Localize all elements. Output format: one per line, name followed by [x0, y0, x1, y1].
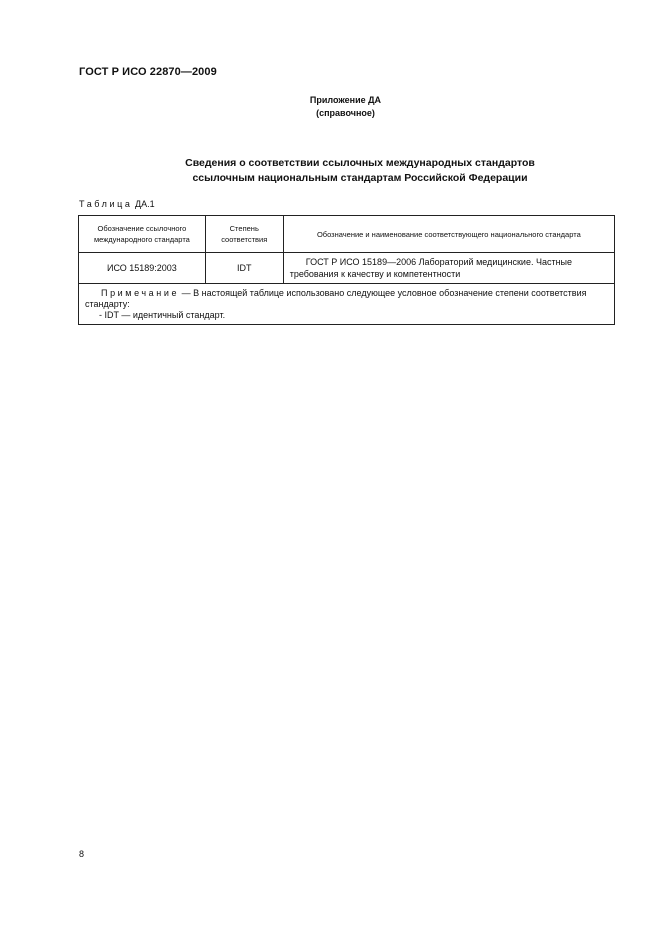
column-header-line: международного стандарта — [93, 235, 190, 244]
document-code: ГОСТ Р ИСО 22870—2009 — [79, 66, 217, 78]
column-header-intl-standard — [79, 216, 206, 253]
cell-national-standard: ГОСТ Р ИСО 15189—2006 Лабораторий медицинские. Частные требования к качеству и компетентности — [283, 253, 614, 284]
note-text — [85, 288, 608, 310]
table-row — [79, 253, 615, 284]
note-body: — В настоящей таблице использовано следующее условное обозначение степени соответствия стандарту: — [85, 288, 587, 309]
table-note-row — [79, 284, 615, 325]
table-caption-number: ДА.1 — [135, 199, 155, 209]
note-label: Примечание — [101, 288, 180, 298]
standards-correspondence-table — [78, 215, 615, 325]
cell-degree: IDT — [205, 253, 283, 284]
table-caption-label: Таблица — [79, 199, 133, 209]
column-header-line: Обозначение и наименование соответствующего национального стандарта — [316, 229, 581, 239]
column-header-national-standard — [283, 216, 614, 253]
column-header-line: Степень — [229, 224, 259, 233]
section-heading-line-2: ссылочным национальным стандартам Российской Федерации — [192, 172, 528, 184]
section-heading-line-1: Сведения о соответствии ссылочных международных стандартов — [185, 157, 535, 169]
note-list-item: - IDT — идентичный стандарт. — [99, 310, 226, 320]
table-caption — [79, 199, 155, 209]
table-header-row — [79, 216, 615, 253]
appendix-title: Приложение ДА — [309, 95, 382, 105]
column-header-degree — [205, 216, 283, 253]
appendix-subtitle: (справочное) — [316, 108, 375, 118]
page-number: 8 — [79, 849, 85, 859]
column-header-line: соответствия — [221, 235, 268, 244]
column-header-line: Обозначение ссылочного — [97, 224, 187, 233]
cell-intl-standard: ИСО 15189:2003 — [79, 253, 206, 284]
table-note — [79, 284, 615, 325]
